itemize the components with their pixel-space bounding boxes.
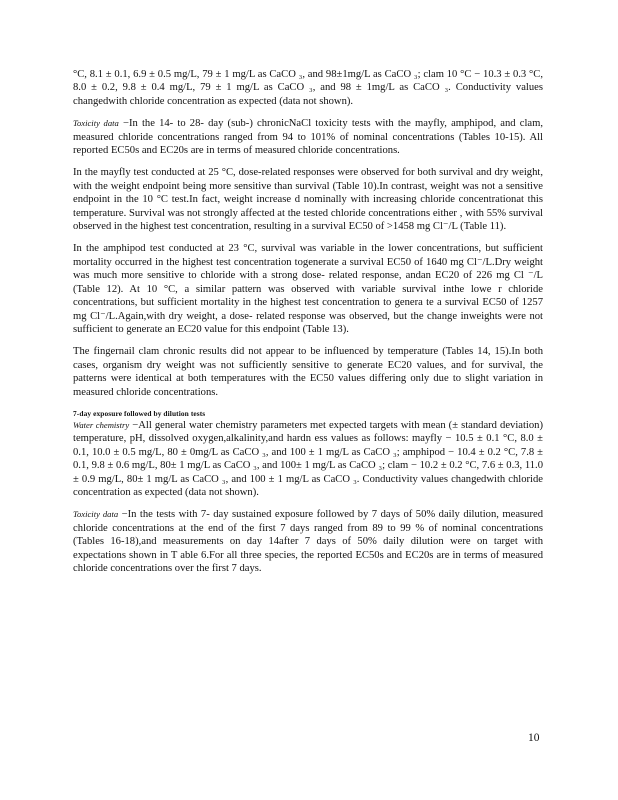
paragraph-lead: Toxicity data bbox=[73, 509, 119, 520]
paragraph-text: The fingernail clam chronic results did not appear to be influenced by temperature (Tables 14, 15).In both cases, organism dry weight was not sufficiently sensitive to generate EC20 values, and for survival, the patterns were identical at both temperatures with the EC50 values differing only due to slight variation in measured chloride concentrations. bbox=[73, 346, 543, 398]
paragraph-text: °C, 8.1 ± 0.1, 6.9 ± 0.5 mg/L, 79 ± 1 mg/L as CaCO ₃, and 98±1mg/L as CaCO ₃; clam 10 °C − 10.3 ± 0.3 °C, 8.0 ± 0.2, 9.8 ± 0.4 mg/L, 79 ± 1 mg/L as CaCO ₃, and 98 ± 1mg/L as CaCO ₃. Conductivity values changedwith chloride concentration as expected (data not shown). bbox=[73, 69, 543, 107]
paragraph-lead: Toxicity data bbox=[73, 118, 119, 129]
paragraph-clam bbox=[73, 345, 543, 399]
page-body bbox=[73, 68, 543, 575]
paragraph-toxicity-data-2 bbox=[73, 508, 543, 575]
paragraph-amphipod bbox=[73, 242, 543, 336]
paragraph-text: −All general water chemistry parameters met expected targets with mean (± standard deviation) temperature, pH, dissolved oxygen,alkalinity,and hardn ess values as follows: mayfly − 10.5 ± 0.1 °C, 8.0 ± 0.1, 10.0 ± 0.5 mg/L, 80 ± 0mg/L as CaCO ₃, and 100 ± 1 mg/L as CaCO ₃; amphipod − 10.4 ± 0.2 °C, 7.8 ± 0.1, 9.8 ± 0.6 mg/L, 80± 1 mg/L as CaCO ₃, and 100± 1 mg/L as CaCO ₃; clam − 10.2 ± 0.2 °C, 7.6 ± 0.3, 11.0 ± 0.9 mg/L, 80± 1 mg/L as CaCO ₃, and 100 ± 1 mg/L as CaCO ₃. Conductivity values changedwith chloride concentration as expected (data not shown). bbox=[73, 419, 543, 498]
paragraph-water-chemistry-cont bbox=[73, 68, 543, 108]
paragraph-water-chemistry bbox=[73, 419, 543, 499]
section-heading: 7-day exposure followed by dilution tests bbox=[73, 408, 206, 418]
paragraph-text: −In the tests with 7- day sustained exposure followed by 7 days of 50% daily dilution, measured chloride concentrations at the end of the first 7 days ranged from 89 to 99 % of nominal concentrations (Tables 16-18),and measurements on day 14after 7 days of 50% daily dilution were on target with expectations shown in T able 6.For all three species, the reported EC50s and EC20s are in terms of measured chloride concentrations over the first 7 days. bbox=[73, 509, 543, 574]
paragraph-lead: Water chemistry bbox=[73, 419, 130, 430]
page-number: 10 bbox=[528, 732, 540, 744]
paragraph-text: In the mayfly test conducted at 25 °C, dose-related responses were observed for both survival and dry weight, with the weight endpoint being more sensitive than survival (Table 10).In contrast, weight was not a sensitive endpoint in the 10 °C test.In fact, weight increase d nominally with increasing chloride concentrationat this temperature. Survival was not strongly affected at the tested chloride concentrations either , with 55% survival observed in the highest test concentration, resulting in a survival EC50 of >1458 mg Cl⁻/L (Table 11). bbox=[73, 167, 543, 233]
paragraph-text: −In the 14- to 28- day (sub-) chronicNaCl toxicity tests with the mayfly, amphipod, and clam, measured chloride concentrations ranged from 94 to 101% of nominal concentrations (Tables 10-15). All reported EC50s and EC20s are in terms of measured chloride concentrations. bbox=[73, 118, 543, 157]
paragraph-mayfly bbox=[73, 166, 543, 233]
paragraph-text: In the amphipod test conducted at 23 °C, survival was variable in the lower concentrations, but sufficient mortality occurred in the highest test concentration togenerate a survival EC50 of 1640 mg Cl⁻/L.Dry weight was much more sensitive to chloride with a strong dose- related response, andan EC20 of 226 mg Cl ⁻/L (Table 12). At 10 °C, a similar pattern was observed with variable survival inthe lowe r chloride concentrations, but sufficient mortality in the highest test concentration to genera te a survival EC50 of 1257 mg Cl⁻/L.Again,with dry weight, a dose- related response was observed, but the change inweights were not sufficient to generate an EC20 value for this endpoint (Table 13). bbox=[73, 243, 543, 335]
paragraph-toxicity-data bbox=[73, 117, 543, 157]
